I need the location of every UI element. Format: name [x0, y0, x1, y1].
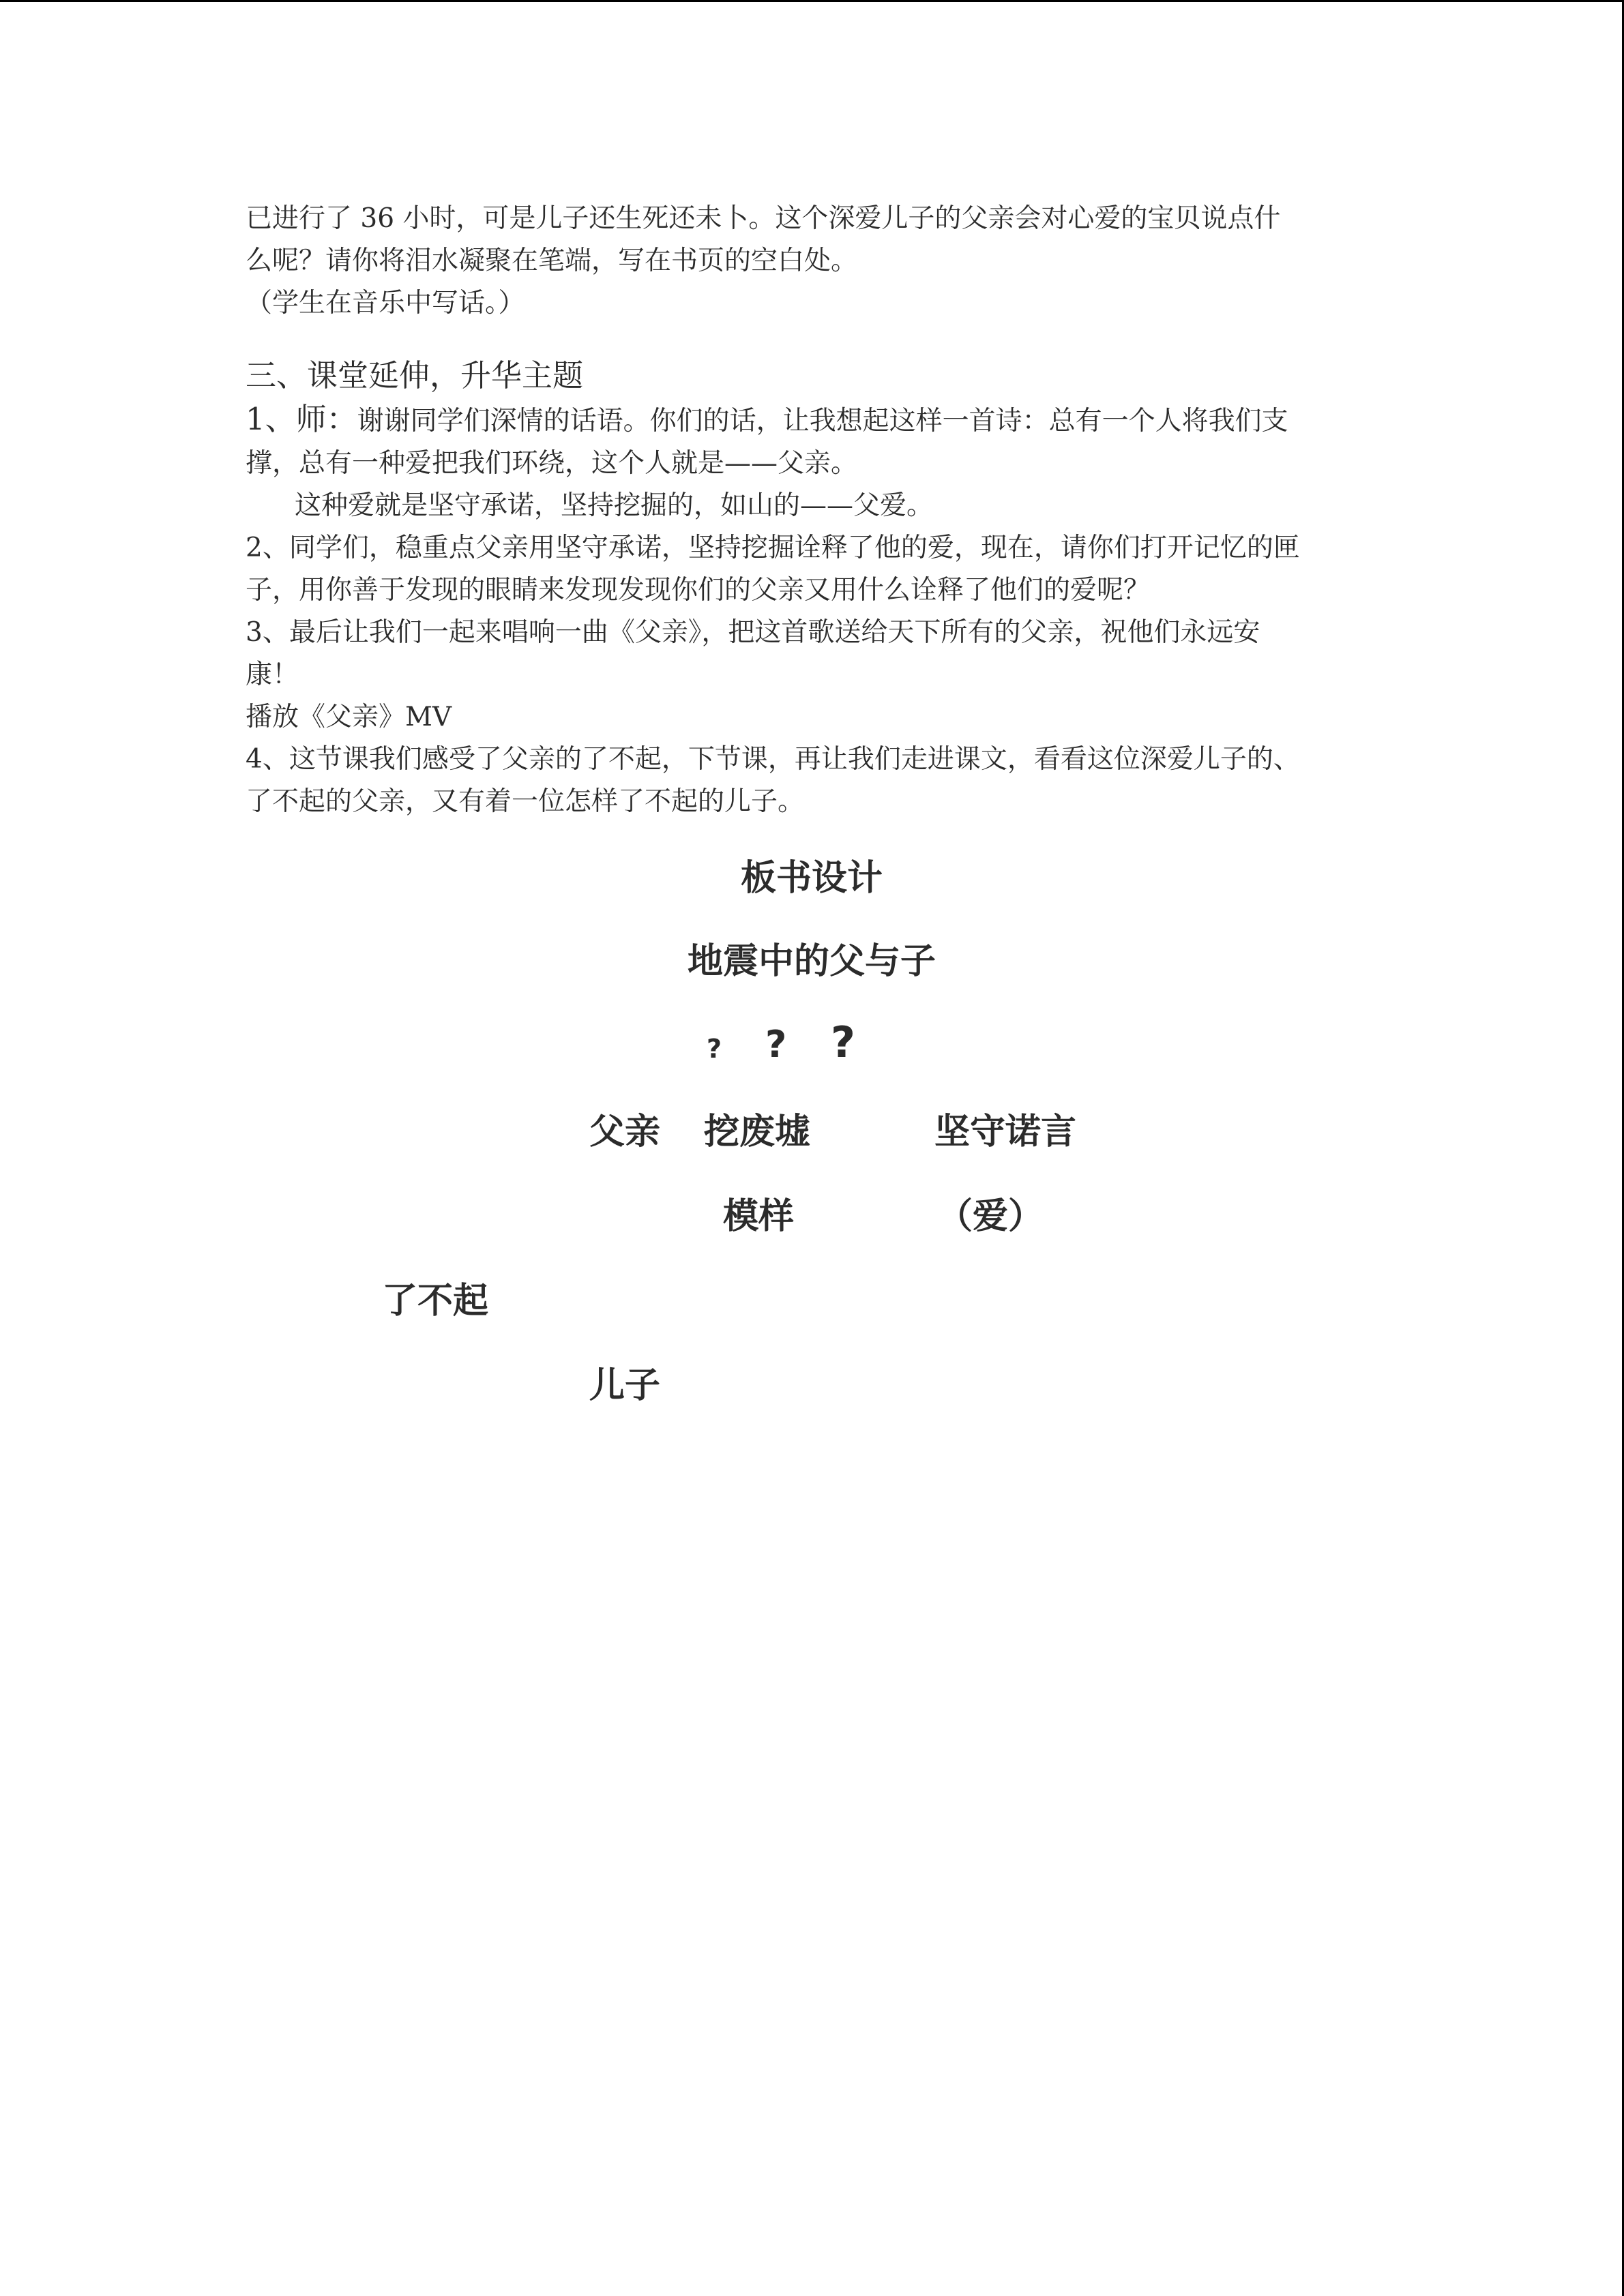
item-1-prefix: 1、师：	[246, 401, 357, 437]
item-1-line	[246, 398, 1391, 443]
board-amazing: 了不起	[382, 1281, 489, 1322]
board-keep-promise: 坚守诺言	[934, 1112, 1077, 1152]
board-appearance: 模样	[723, 1196, 795, 1237]
item-1-text: 谢谢同学们深情的话语。你们的话，让我想起这样一首诗：总有一个人将我们支	[357, 406, 1288, 436]
board-love: （爱）	[937, 1196, 1044, 1237]
board-dig-ruins: 挖废墟	[704, 1112, 811, 1152]
item-1-line: 撑，总有一种爱把我们环绕，这个人就是——父亲。	[246, 448, 858, 479]
question-mark: ?	[831, 1017, 855, 1067]
item-3-line: 康！	[246, 659, 299, 690]
board-father: 父亲	[589, 1112, 661, 1152]
student-activity-note: （学生在音乐中写话。）	[246, 288, 525, 318]
question-mark: ?	[765, 1023, 787, 1066]
document-body	[246, 198, 1391, 823]
paragraph-line: 已进行了 36 小时，可是儿子还生死还未卜。这个深爱儿子的父亲会对心爱的宝贝说点什	[246, 203, 1281, 234]
item-2-line: 子，用你善于发现的眼睛来发现发现你们的父亲又用什么诠释了他们的爱呢？	[246, 575, 1151, 606]
item-3-line: 3、最后让我们一起来唱响一曲《父亲》，把这首歌送给天下所有的父亲，祝他们永远安	[246, 617, 1260, 648]
item-2-line: 2、同学们，稳重点父亲用坚守承诺，坚持挖掘诠释了他的爱，现在，请你们打开记忆的匣	[246, 533, 1300, 563]
board-title: 板书设计	[740, 858, 883, 899]
section-heading: 三、课堂延伸，升华主题	[246, 357, 584, 393]
lesson-title: 地震中的父与子	[687, 941, 936, 982]
page-top-border	[0, 0, 1624, 2]
item-4-line: 4、这节课我们感受了父亲的了不起，下节课，再让我们走进课文，看看这位深爱儿子的、	[246, 744, 1300, 775]
board-son: 儿子	[589, 1365, 661, 1406]
play-mv-line: 播放《父亲》MV	[246, 702, 452, 732]
question-mark: ?	[707, 1034, 722, 1064]
paragraph-line: 么呢？请你将泪水凝聚在笔端，写在书页的空白处。	[246, 245, 858, 276]
item-1-line: 这种爱就是坚守承诺，坚持挖掘的，如山的——父爱。	[295, 490, 934, 521]
item-4-line: 了不起的父亲，又有着一位怎样了不起的儿子。	[246, 786, 805, 817]
